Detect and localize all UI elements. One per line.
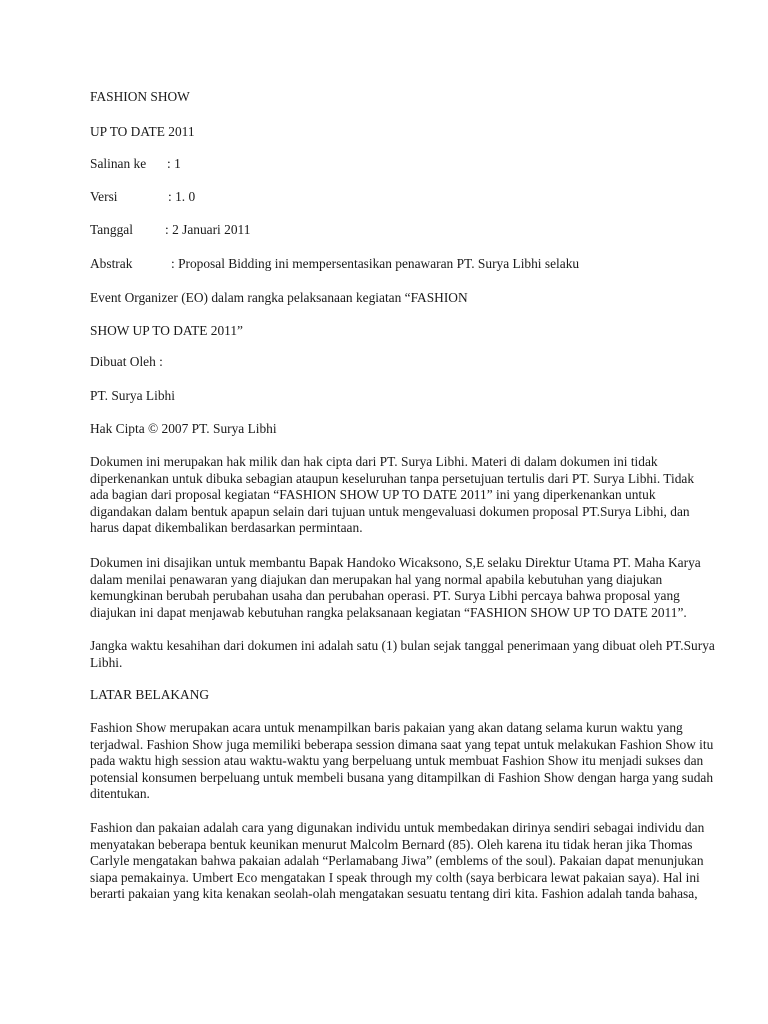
paragraph-line: Fashion dan pakaian adalah cara yang digunakan individu untuk membedakan dirinya sendiri sebagai individu dan <box>90 820 705 835</box>
section-heading: LATAR BELAKANG <box>90 687 210 702</box>
paragraph-line: diajukan ini dapat menjawab kebutuhan rangka pelaksanaan kegiatan “FASHION SHOW UP TO DATE 2011”. <box>90 604 687 620</box>
versi-label: Versi <box>90 189 118 204</box>
paragraph-line: menyatakan beberapa bentuk keunikan menurut Malcolm Bernard (85). Oleh karena itu tidak heran jika Thomas <box>90 836 693 852</box>
paragraph-line: Jangka waktu kesahihan dari dokumen ini adalah satu (1) bulan sejak tanggal penerimaan yang dibuat oleh PT.Surya <box>90 638 715 653</box>
paragraph-line: diperkenankan untuk dibuka sebagian ataupun keseluruhan tanpa persetujuan tertulis dari PT. Surya Libhi. Tidak <box>90 470 695 486</box>
versi-value: : 1. 0 <box>168 189 196 204</box>
paragraph-line: Dokumen ini merupakan hak milik dan hak cipta dari PT. Surya Libhi. Materi di dalam dokumen ini tidak <box>90 454 658 469</box>
paragraph-line: dalam menilai penawaran yang diajukan dan merupakan hal yang normal apabila kebutuhan yang diajukan <box>90 571 663 587</box>
doc-title: FASHION SHOW <box>90 89 190 104</box>
paragraph-line: terjadwal. Fashion Show juga memiliki beberapa session dimana saat yang tepat untuk melakukan Fashion Show itu <box>90 736 714 752</box>
dibuat-oleh-label: Dibuat Oleh : <box>90 354 163 369</box>
paragraph-ownership <box>90 454 695 537</box>
document-page <box>90 0 715 1024</box>
paragraph-line: digandakan dalam bentuk apapun selain dari tujuan untuk mengevaluasi dokumen proposal PT.Surya Libhi, dan <box>90 503 690 519</box>
paragraph-purpose <box>90 555 701 621</box>
abstract-continuation: SHOW UP TO DATE 2011” <box>90 323 244 338</box>
salinan-value: : 1 <box>167 156 181 171</box>
salinan-row <box>90 156 490 172</box>
paragraph-line: berarti pakaian yang kita kenakan seolah-olah mengatakan sesuatu tentang diri kita. Fashion adalah tanda bahasa, <box>90 886 698 902</box>
tanggal-row <box>90 222 490 238</box>
tanggal-value: : 2 Januari 2011 <box>165 222 251 237</box>
company-name: PT. Surya Libhi <box>90 388 175 403</box>
paragraph-line: Libhi. <box>90 654 123 670</box>
paragraph-line: potensial konsumen berpeluang untuk membeli busana yang ditampilkan di Fashion Show dengan harga yang sudah <box>90 769 714 785</box>
paragraph-line: siapa pemakainya. Umbert Eco mengatakan I speak through my colth (saya berbicara lewat pakaian saya). Hal ini <box>90 869 700 885</box>
doc-subtitle: UP TO DATE 2011 <box>90 124 195 139</box>
paragraph-line: ada bagian dari proposal kegiatan “FASHION SHOW UP TO DATE 2011” ini yang diperkenankan untuk <box>90 487 656 503</box>
paragraph-line: Dokumen ini disajikan untuk membantu Bapak Handoko Wicaksono, S,E selaku Direktur Utama PT. Maha Karya <box>90 555 701 570</box>
paragraph-line: pada waktu high session atau waktu-waktu yang berpeluang untuk membuat Fashion Show itu menjadi sukses dan <box>90 753 704 769</box>
paragraph-line: Carlyle mengatakan bahwa pakaian adalah “Perlamabang Jiwa” (emblems of the soul). Pakaian dapat menunjukan <box>90 853 704 869</box>
paragraph-background <box>90 720 714 803</box>
copyright-line: Hak Cipta © 2007 PT. Surya Libhi <box>90 421 277 436</box>
paragraph-line: Fashion Show merupakan acara untuk menampilkan baris pakaian yang akan datang selama kurun waktu yang <box>90 720 683 735</box>
abstrak-value: : Proposal Bidding ini mempersentasikan penawaran PT. Surya Libhi selaku <box>171 256 580 271</box>
paragraph-validity <box>90 638 715 671</box>
tanggal-label: Tanggal <box>90 222 133 237</box>
versi-row <box>90 189 490 205</box>
salinan-label: Salinan ke <box>90 156 147 171</box>
paragraph-line: harus dapat dikembalikan berdasarkan permintaan. <box>90 520 363 536</box>
paragraph-line: ditentukan. <box>90 786 150 802</box>
abstrak-label: Abstrak <box>90 256 133 271</box>
paragraph-line: kemungkinan berubah perubahan usaha dan perubahan operasi. PT. Surya Libhi percaya bahwa proposal yang <box>90 588 680 604</box>
abstract-continuation: Event Organizer (EO) dalam rangka pelaksanaan kegiatan “FASHION <box>90 290 468 305</box>
abstrak-row <box>90 256 690 272</box>
paragraph-fashion-meaning <box>90 820 705 903</box>
